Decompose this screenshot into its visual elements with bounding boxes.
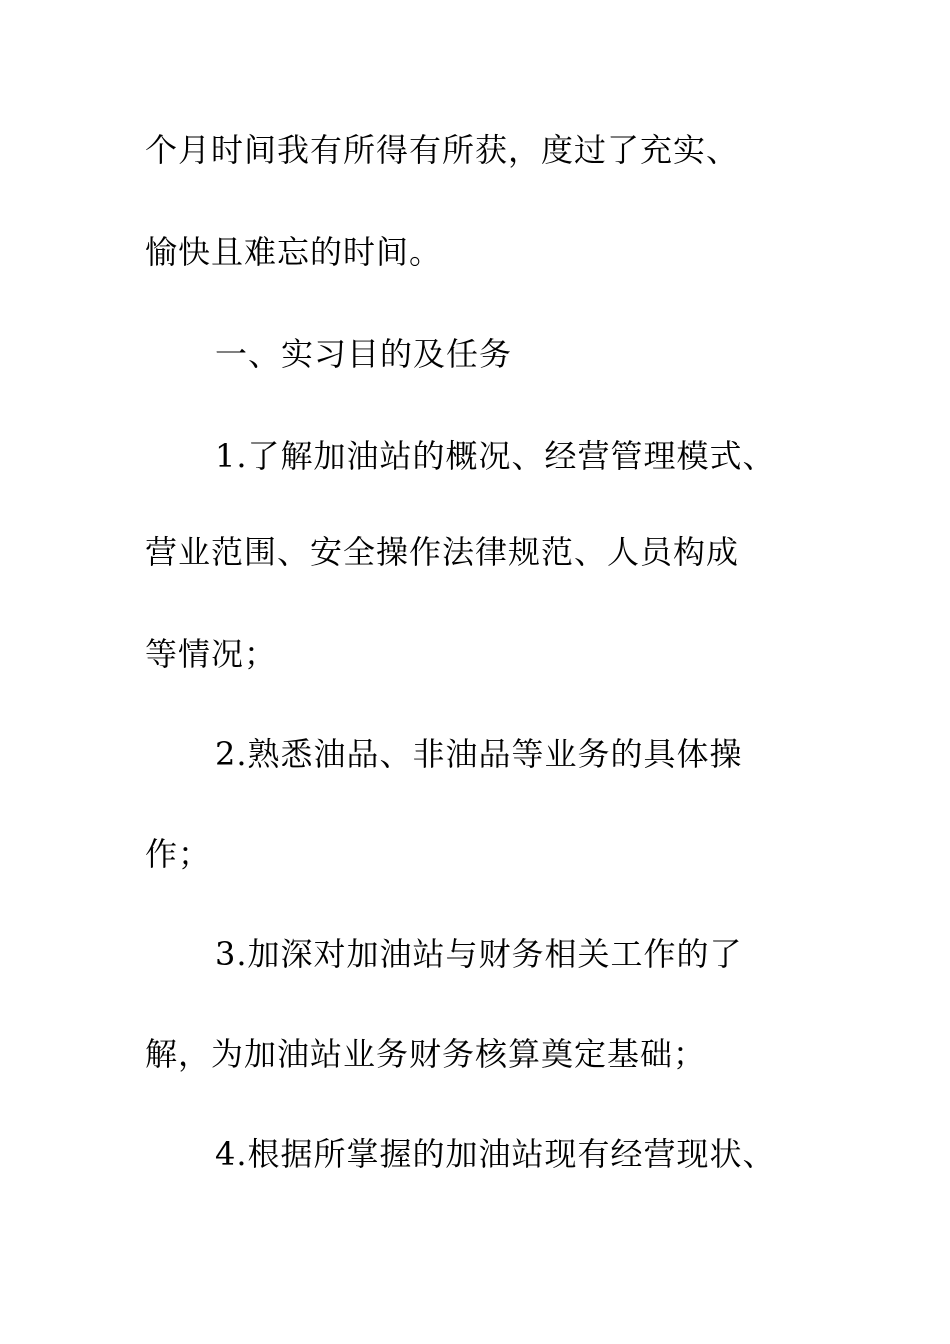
text-line: 1.了解加油站的概况、经营管理模式、 bbox=[215, 437, 776, 475]
text-line: 愉快且难忘的时间。 bbox=[145, 233, 443, 271]
text-line: 解，为加油站业务财务核算奠定基础； bbox=[145, 1035, 707, 1073]
text-line: 营业范围、安全操作法律规范、人员构成 bbox=[145, 533, 740, 571]
text-line: 等情况； bbox=[145, 635, 278, 673]
section-heading: 一、实习目的及任务 bbox=[215, 335, 513, 373]
text-line: 2.熟悉油品、非油品等业务的具体操 bbox=[215, 735, 743, 773]
text-line: 3.加深对加油站与财务相关工作的了 bbox=[215, 935, 743, 973]
text-line: 个月时间我有所得有所获，度过了充实、 bbox=[145, 131, 740, 169]
text-line: 4.根据所掌握的加油站现有经营现状、 bbox=[215, 1135, 776, 1173]
text-line: 作； bbox=[145, 835, 212, 873]
